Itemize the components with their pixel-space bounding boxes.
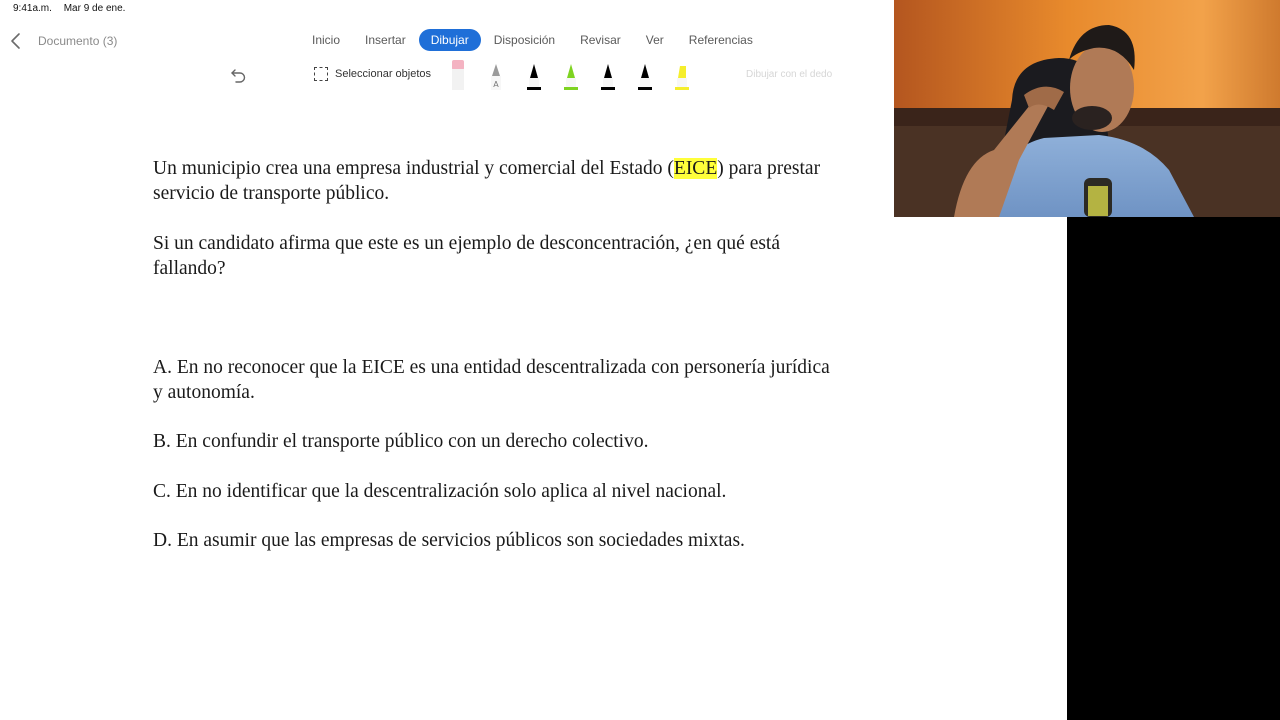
pen-icon xyxy=(561,56,581,92)
question-line1-start: Un municipio crea una empresa industrial y comercial del Estado ( xyxy=(153,158,674,179)
highlighter-tool[interactable] xyxy=(672,56,692,92)
question2-line2: fallando? xyxy=(153,258,226,279)
pencil-tool[interactable] xyxy=(486,56,506,92)
eraser-tool[interactable] xyxy=(448,56,468,92)
select-objects-label: Seleccionar objetos xyxy=(335,68,432,80)
tab-dibujar[interactable]: Dibujar xyxy=(419,29,481,51)
tab-disposicion[interactable]: Disposición xyxy=(493,33,556,47)
document-title[interactable]: Documento (3) xyxy=(38,34,118,48)
pencil-icon xyxy=(486,56,506,92)
option-a xyxy=(153,355,903,405)
chevron-left-icon xyxy=(8,31,24,51)
select-objects-icon xyxy=(314,67,328,81)
question2-line1: Si un candidato afirma que este es un ejemplo de desconcentración, ¿en qué está xyxy=(153,233,781,254)
black-pen-tool-2[interactable] xyxy=(598,56,618,92)
question2-paragraph xyxy=(153,231,903,281)
status-time: 9:41a.m. xyxy=(13,3,52,14)
tab-insertar[interactable]: Insertar xyxy=(365,33,406,47)
ribbon-tabs xyxy=(300,28,766,52)
status-date: Mar 9 de ene. xyxy=(63,3,126,14)
select-objects-button[interactable] xyxy=(314,67,431,81)
status-bar xyxy=(13,3,134,14)
presenter-webcam xyxy=(894,0,1280,217)
question-line2: servicio de transporte público. xyxy=(153,183,390,204)
tab-inicio[interactable]: Inicio xyxy=(312,33,341,47)
svg-text:A: A xyxy=(493,80,499,89)
option-d: D. En asumir que las empresas de servicios públicos son sociedades mixtas. xyxy=(153,530,745,551)
eraser-icon xyxy=(448,56,468,92)
undo-button[interactable] xyxy=(229,65,249,85)
option-a-line1: A. En no reconocer que la EICE es una entidad descentralizada con personería jurídica xyxy=(153,357,830,378)
option-b: B. En confundir el transporte público con un derecho colectivo. xyxy=(153,431,649,452)
black-pen-tool-3[interactable] xyxy=(635,56,655,92)
presenter-video-image xyxy=(894,0,1280,217)
question-line1-end: ) para prestar xyxy=(717,158,821,179)
highlighter-icon xyxy=(672,56,692,92)
back-button[interactable] xyxy=(8,31,24,51)
pen-icon xyxy=(598,56,618,92)
document-body[interactable] xyxy=(153,156,903,553)
draw-with-finger-toggle[interactable]: Dibujar con el dedo xyxy=(746,69,833,80)
green-pen-tool[interactable] xyxy=(561,56,581,92)
pen-icon xyxy=(524,56,544,92)
option-a-line2: y autonomía. xyxy=(153,382,255,403)
tab-ver[interactable]: Ver xyxy=(645,33,664,47)
tab-referencias[interactable]: Referencias xyxy=(688,33,753,47)
highlighted-term: EICE xyxy=(673,158,718,179)
black-side-panel xyxy=(1067,217,1280,720)
black-pen-tool[interactable] xyxy=(524,56,544,92)
tab-revisar[interactable]: Revisar xyxy=(580,33,621,47)
undo-icon xyxy=(229,65,249,85)
pen-icon xyxy=(635,56,655,92)
option-c: C. En no identificar que la descentralización solo aplica al nivel nacional. xyxy=(153,481,727,502)
question-paragraph xyxy=(153,156,903,206)
